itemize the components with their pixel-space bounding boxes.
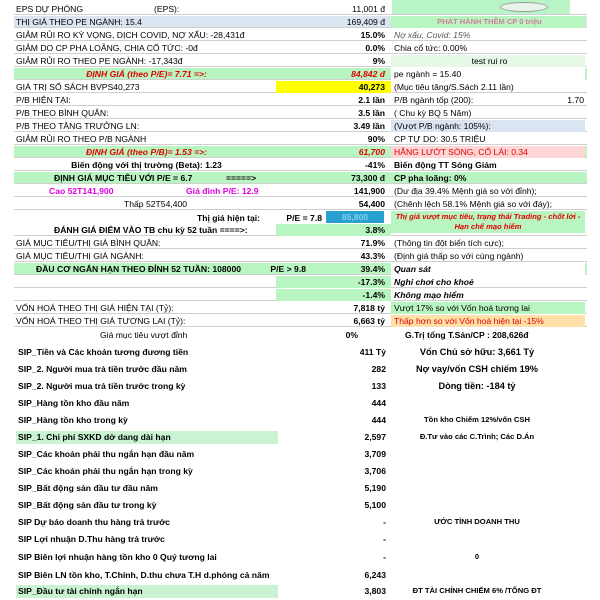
dinh-gia-pe-value: 84,842 đ (351, 69, 385, 79)
pb-tang-truong-label: P/B THEO TĂNG TRƯỞNG LN: (16, 121, 140, 131)
giam-rui-ro-pe-note: test rui ro (391, 55, 585, 67)
bien-dong-label: Biến động với thị trường (Beta): 1.23 (71, 160, 222, 170)
sip-value: - (383, 534, 386, 544)
dau-co-value: 39.4% (360, 264, 385, 274)
giam-rui-ro-pe-value: 9% (372, 56, 385, 66)
cao-52t-label: Cao 52T141,900 (49, 186, 114, 196)
sip-label: SIP_Hàng tồn kho trong kỳ (18, 415, 128, 425)
dinh-gia-pe-note: pe ngành = 15.40 (391, 68, 585, 80)
giam-rui-ro-pb-row (14, 133, 587, 145)
dinh-gia-pb-value: 61,700 (358, 147, 385, 157)
sip-value: 6,243 (364, 570, 386, 580)
sip-label: SIP_Bất động sản đầu tư trong kỳ (18, 500, 157, 510)
sip-value: - (383, 552, 386, 562)
eps-mid: (EPS): (154, 4, 180, 14)
sip-label: SIP_2. Người mua trả tiền trước đầu năm (18, 364, 187, 374)
sip-value: - (383, 517, 386, 527)
bien-dong-note: Biến động TT Sóng Giảm (394, 160, 497, 170)
sip-label: SIP Lợi nhuận D.Thu hàng trả trước (18, 534, 165, 544)
sip-note: Vốn Chủ sở hữu: 3,661 Tỷ (419, 347, 535, 357)
von-hoa-hien-tai-row (14, 302, 587, 314)
dinh-gia-pb-row (14, 146, 587, 158)
dinh-gia-pe-row (14, 68, 587, 80)
khong-mao-hiem-note: Không mạo hiểm (394, 290, 464, 300)
gia-dinh-note: (Dư địa 39.4% Mệnh giá so với đỉnh); (394, 186, 537, 196)
sip-value: 2,597 (364, 432, 386, 442)
sip-note: ĐT TÀI CHÍNH CHIẾM 6% /TỔNG ĐT (412, 586, 542, 595)
dau-co-label: ĐẦU CƠ NGẮN HẠN THEO ĐỈNH 52 TUẦN: 108000 (36, 264, 242, 274)
von-hoa-tuong-lai-value: 6,663 tỷ (353, 316, 385, 326)
gmt-nganh-row (14, 250, 587, 262)
thi-gia-hien-tai-value: 85,800 (326, 211, 384, 223)
giam-pha-loang-note: Chia cổ tức: 0.00% (394, 43, 468, 53)
von-hoa-tuong-lai-note: Thấp hơn so với Vốn hoá hiện tại -15% (391, 315, 585, 327)
sip-label: SIP_Các khoản phải thu ngắn hạn đầu năm (18, 449, 195, 459)
sip-value: 5,190 (364, 483, 386, 493)
sip-label: SIP Biên lợi nhuận hàng tồn kho 0 Quý tương lai (18, 552, 217, 562)
sip-label: SIP_Các khoản phải thu ngắn hạn trong kỳ (18, 466, 193, 476)
giam-rui-ro-pb-note: CP TỰ DO: 30.5 TRIỆU (394, 134, 486, 144)
thi-gia-hien-tai-pe: P/E = 7.8 (286, 213, 322, 223)
dinh-gia-pb-label: ĐỊNH GIÁ (theo P/B)= 1.53 =>: (85, 147, 208, 157)
nghi-choi-note: Nghỉ chơi cho khoẻ (394, 277, 474, 287)
giam-rui-ro-covid-label: GIẢM RỦI RO KỲ VỌNG, DỊCH COVID, NỢ XẤU: -28,431đ (16, 30, 245, 40)
pb-tang-truong-value: 3.49 lần (353, 121, 385, 131)
diem-vao-label: ĐÁNH GIÁ ĐIỂM VÀO TB chu kỳ 52 tuần ====>: (54, 225, 248, 235)
cao-52t-row (14, 185, 587, 197)
thi-gia-pe-value: 169,409 đ (346, 17, 385, 27)
pb-binh-quan-row (14, 107, 587, 119)
diem-vao-value: 3.8% (276, 224, 391, 236)
giam-rui-ro-covid-note: Nợ xấu, Covid: 15% (394, 30, 471, 40)
giam-rui-ro-covid-row (14, 29, 587, 41)
dau-co-note: Quan sát (391, 263, 585, 275)
von-hoa-tuong-lai-label: VỐN HOÁ THEO THỊ GIÁ TƯƠNG LAI (Tỷ): (16, 316, 186, 326)
gtri-tong-label: G.Trị tổng T.Sản/CP : 208,626đ (405, 330, 529, 340)
so-sach-note: (Mục tiêu tăng/S.Sách 2.11 lần) (394, 82, 514, 92)
giam-rui-ro-pe-label: GIẢM RỦI RO THEO PE NGÀNH: -17,343đ (16, 56, 183, 66)
sip-value: 5,100 (364, 500, 386, 510)
sip-value: 282 (371, 364, 386, 374)
bien-dong-value: -41% (364, 160, 385, 170)
eps-value: 11,001 đ (352, 4, 385, 14)
gmt-nganh-value: 43.3% (360, 251, 385, 261)
muc-tieu-arrow: =====> (226, 173, 257, 183)
thap-52t-row (14, 198, 587, 210)
khong-mao-hiem-row (14, 289, 587, 301)
gmt-nganh-label: GIÁ MỤC TIÊU/THỊ GIÁ NGÀNH: (16, 251, 144, 261)
thap-52t-value: 54,400 (358, 199, 385, 209)
sip-value: 3,706 (364, 466, 386, 476)
sip-label: SIP_1. Chi phí SXKD dở dang dài hạn (18, 432, 171, 442)
dau-co-pe: P/E > 9.8 (270, 264, 306, 274)
sip-value: 444 (371, 398, 386, 408)
sip-note: ƯỚC TÍNH DOANH THU (434, 517, 520, 526)
sip-label: SIP_Tiền và Các khoản tương đương tiền (18, 347, 189, 357)
sip-value: 444 (371, 415, 386, 425)
eps-label: EPS DỰ PHÓNG (16, 4, 84, 14)
diem-vao-row (14, 224, 587, 236)
thap-52t-label: Thấp 52T54,400 (124, 199, 188, 209)
sip-value: 3,709 (364, 449, 386, 459)
pb-tang-truong-row (14, 120, 587, 132)
gmt-vuot-dinh-value: 0% (345, 330, 358, 340)
sip-note: Đ.Tư vào các C.Trình; Các D.Án (419, 432, 535, 441)
thap-52t-note: (Chênh lệch 58.1% Mệnh giá so với đáy); (394, 199, 553, 209)
sip-note: Dòng tiền: -184 tỷ (438, 381, 516, 391)
thi-gia-hien-tai-note: Thị giá vượt mục tiêu, trạng thái Trading - chốt lời - Hạn chế mạo hiểm (391, 211, 585, 233)
sip-value: 411 Tỷ (359, 347, 386, 357)
giam-rui-ro-pb-value: 90% (367, 134, 385, 144)
muc-tieu-value: 73,300 đ (351, 173, 385, 183)
dinh-gia-pe-label: ĐỊNH GIÁ (theo P/E)= 7.71 =>: (86, 69, 207, 79)
so-sach-value: 40,273 (276, 81, 391, 93)
sip-label: SIP Biên LN tồn kho, T.Chính, D.thu chưa T.H d.phóng cả năm (18, 570, 270, 580)
gia-dinh-value: 141,900 (353, 186, 385, 196)
pb-binh-quan-value: 3.5 lần (358, 108, 385, 118)
pb-top-label: P/B ngành tốp (200): (394, 95, 474, 105)
von-hoa-hien-tai-value: 7,818 tỷ (353, 303, 385, 313)
thi-gia-pe-row (14, 16, 587, 28)
sip-value: 133 (371, 381, 386, 391)
muc-tieu-row (14, 172, 587, 184)
dinh-gia-pb-note: HẰNG LƯỚT SÓNG, CỔ LÁI: 0.34 (391, 146, 585, 158)
sip-value: 3,803 (364, 586, 386, 596)
giam-rui-ro-pb-label: GIẢM RỦI RO THEO P/B NGÀNH (16, 134, 147, 144)
von-hoa-tuong-lai-row (14, 315, 587, 327)
giam-pha-loang-value: 0.0% (365, 43, 385, 53)
nghi-choi-row (14, 276, 587, 288)
pb-top-value: 1.70 (567, 95, 584, 105)
giam-rui-ro-pe-row (14, 55, 587, 67)
pb-binh-quan-label: P/B THEO BÌNH QUÂN: (16, 108, 109, 118)
so-sach-row (14, 81, 587, 93)
phat-hanh-note: PHÁT HÀNH THÊM CP 0 triệu (391, 16, 585, 28)
gia-dinh-label: Giá đỉnh P/E: 12.9 (186, 186, 259, 196)
giam-pha-loang-label: GIẢM DO CP PHA LOÃNG, CHIA CỔ TỨC: -0đ (16, 43, 198, 53)
gmt-vuot-dinh-label: Giá mục tiêu vượt đỉnh (100, 330, 188, 340)
so-sach-label: GIÁ TRỊ SỔ SÁCH BVPS40,273 (16, 82, 140, 92)
nghi-choi-value: -17.3% (276, 276, 391, 288)
pb-hien-tai-row (14, 94, 587, 106)
thi-gia-hien-tai-label: Thị giá hiện tại: (197, 213, 261, 223)
gmt-binh-quan-note: (Thông tin đột biến tích cực); (394, 238, 504, 248)
gmt-binh-quan-value: 71.9% (360, 238, 385, 248)
sip-label: SIP_Bất động sản đầu tư đầu năm (18, 483, 158, 493)
dau-co-row (14, 263, 587, 275)
sip-note: 0 (474, 552, 480, 561)
pb-hien-tai-value: 2.1 lần (358, 95, 385, 105)
gmt-nganh-note: (Định giá thấp so với cùng ngành) (394, 251, 524, 261)
bien-dong-row (14, 159, 587, 171)
giam-pha-loang-row (14, 42, 587, 54)
sip-label: SIP_2. Người mua trả tiền trước trong kỳ (18, 381, 186, 391)
von-hoa-hien-tai-note: Vượt 17% so với Vốn hoá tương lai (391, 302, 585, 314)
sip-label: SIP_Hàng tồn kho đầu năm (18, 398, 130, 408)
muc-tieu-label: ĐỊNH GIÁ MỤC TIÊU VỚI P/E = 6.7 (54, 173, 193, 183)
sip-label: SIP Dự báo doanh thu hàng trả trước (18, 517, 171, 527)
von-hoa-hien-tai-label: VỐN HOÁ THEO THỊ GIÁ HIỆN TẠI (Tỷ): (16, 303, 174, 313)
thi-gia-pe-label: THỊ GIÁ THEO PE NGÀNH: 15.4 (16, 17, 142, 27)
sip-label: SIP_Đầu tư tài chính ngắn hạn (18, 586, 143, 596)
giam-rui-ro-covid-value: 15.0% (360, 30, 385, 40)
gmt-binh-quan-row (14, 237, 587, 249)
sip-note: Nợ vay/vốn CSH chiếm 19% (416, 364, 538, 374)
eps-row (14, 3, 587, 15)
pb-binh-quan-note: ( Chu kỳ BQ 5 Năm) (394, 108, 472, 118)
pb-hien-tai-label: P/B HIỆN TẠI: (16, 95, 71, 105)
sip-note: Tồn kho Chiếm 12%/vốn CSH (424, 415, 530, 424)
muc-tieu-note: CP pha loãng: 0% (394, 173, 467, 183)
pb-tang-truong-note: (Vượt P/B ngành: 105%): (391, 120, 585, 132)
khong-mao-hiem-value: -1.4% (276, 289, 391, 301)
gmt-binh-quan-label: GIÁ MỤC TIÊU/THỊ GIÁ BÌNH QUÂN: (16, 238, 161, 248)
